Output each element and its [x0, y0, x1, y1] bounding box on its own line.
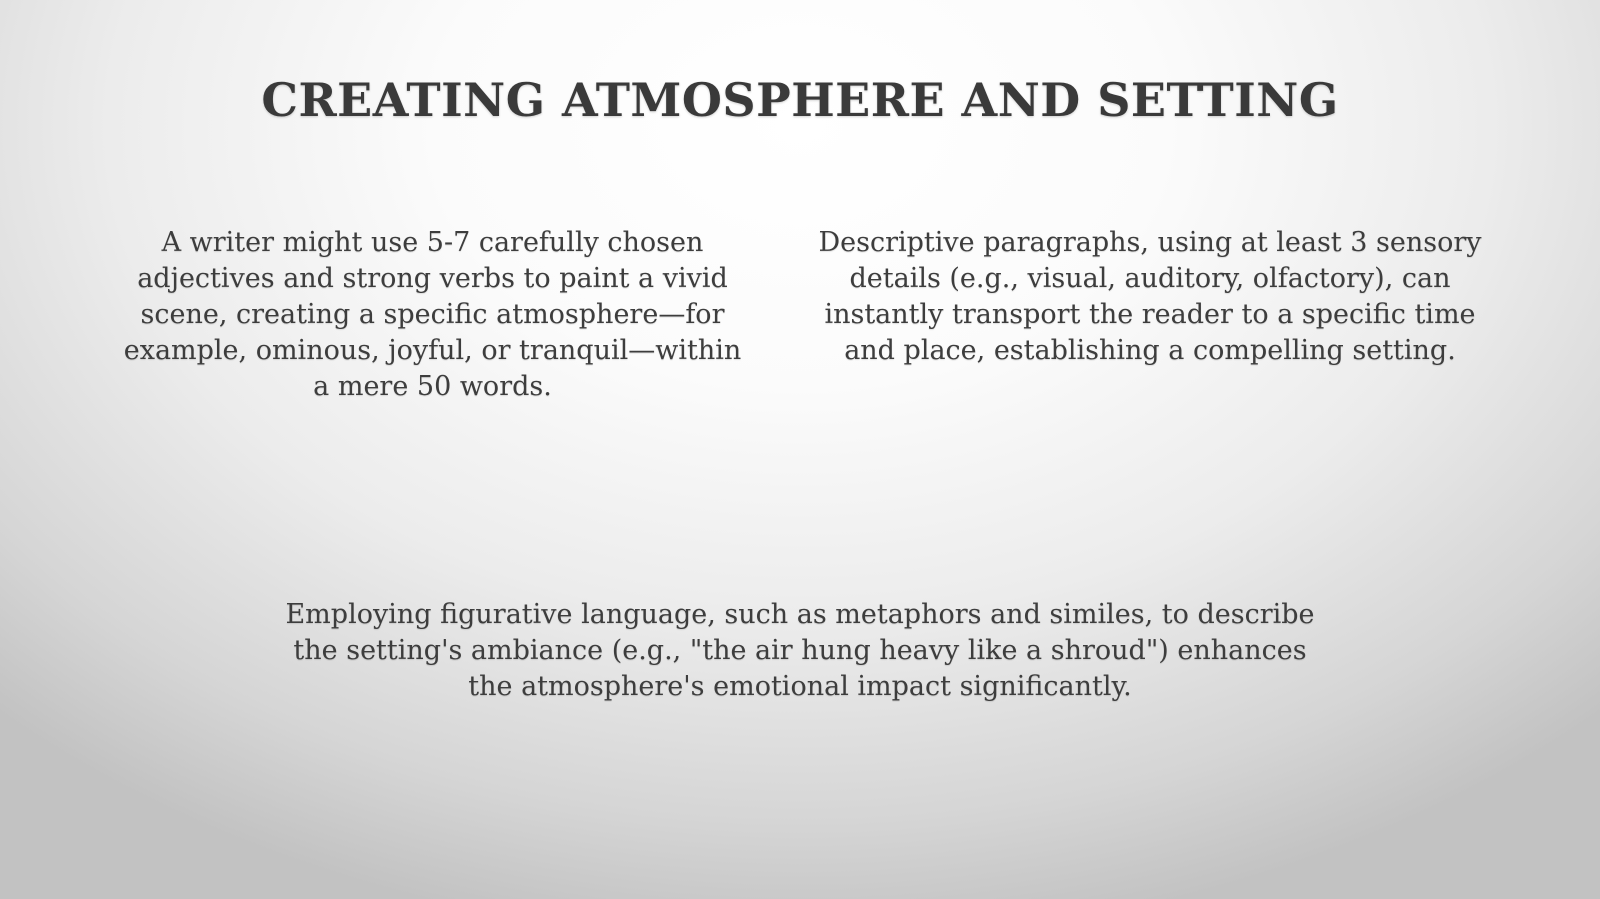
- paragraph-adjectives-verbs: A writer might use 5-7 carefully chosen adjectives and strong verbs to paint a vivid scene, creating a specific atmosphere—for example, ominous, joyful, or tranquil—within a mere 50 words.: [123, 227, 742, 402]
- slide-title: CREATING ATMOSPHERE AND SETTING: [261, 73, 1339, 127]
- paragraph-figurative-language: Employing figurative language, such as metaphors and similes, to describe the setting's ambiance (e.g., "the air hung heavy like a shroud") enhances the atmosphere's emotional impact significantly.: [285, 599, 1315, 702]
- paragraph-sensory-details: Descriptive paragraphs, using at least 3 sensory details (e.g., visual, auditory, olfactory), can instantly transport the reader to a specific time and place, establishing a compelling setting.: [818, 227, 1482, 366]
